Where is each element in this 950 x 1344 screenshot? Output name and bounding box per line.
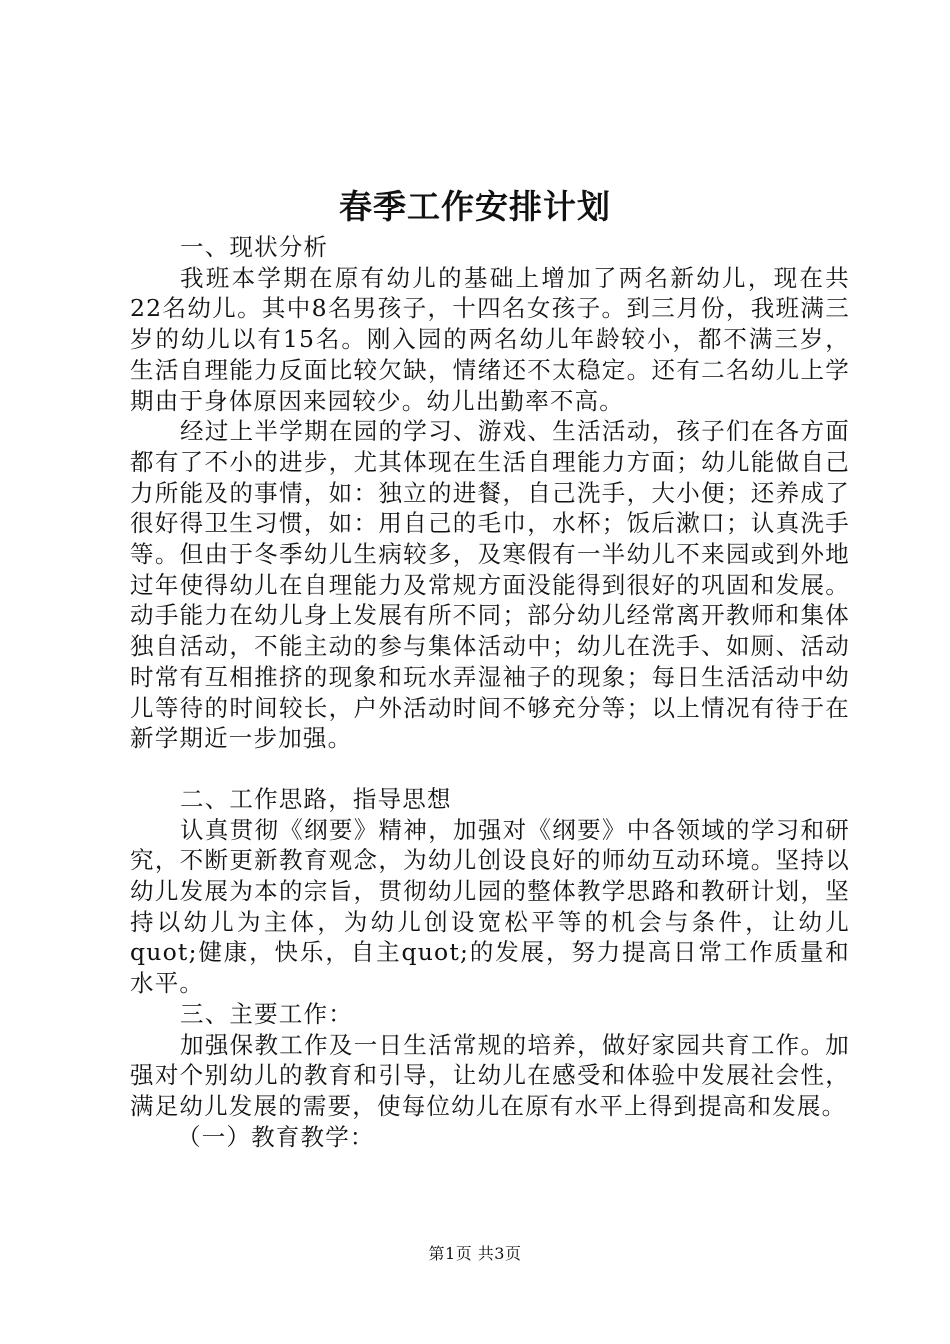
section-heading-main-work: 三、主要工作：: [180, 999, 353, 1028]
section-heading-status-analysis: 一、现状分析: [180, 233, 329, 261]
document-body: [130, 232, 850, 1152]
document-title: 春季工作安排计划: [339, 187, 611, 226]
paragraph: 认真贯彻《纲要》精神，加强对《纲要》中各领域的学习和研究，不断更新教育观念，为幼儿创设良好的师幼互动环境。坚持以幼儿发展为本的宗旨，贯彻幼儿园的整体教学思路和教研计划，坚持以幼儿为主体，为幼儿创设宽松平等的机会与条件，让幼儿quot;健康，快乐，自主quot;的发展，努力提高日常工作质量和水平。: [130, 815, 850, 998]
sub-heading-education-teaching: （一）教育教学：: [177, 1122, 375, 1151]
paragraph: 经过上半学期在园的学习、游戏、生活活动，孩子们在各方面都有了不小的进步，尤其体现在生活自理能力方面；幼儿能做自己力所能及的事情，如：独立的进餐，自己洗手，大小便；还养成了很好得卫生习惯，如：用自己的毛巾，水杯；饭后漱口；认真洗手等。但由于冬季幼儿生病较多，及寒假有一半幼儿不来园或到外地过年使得幼儿在自理能力及常规方面没能得到很好的巩固和发展。动手能力在幼儿身上发展有所不同；部分幼儿经常离开教师和集体独自活动，不能主动的参与集体活动中；幼儿在洗手、如厕、活动时常有互相推挤的现象和玩水弄湿袖子的现象；每日生活活动中幼儿等待的时间较长，户外活动时间不够充分等；以上情况有待于在新学期近一步加强。: [130, 417, 850, 753]
section-heading-work-ideas: 二、工作思路，指导思想: [180, 784, 452, 813]
paragraph: 我班本学期在原有幼儿的基础上增加了两名新幼儿，现在共22名幼儿。其中8名男孩子，十四名女孩子。到三月份，我班满三岁的幼儿以有15名。刚入园的两名幼儿年龄较小，都不满三岁，生活自理能力反面比较欠缺，情绪还不太稳定。还有二名幼儿上学期由于身体原因来园较少。幼儿出勤率不高。: [130, 263, 850, 415]
page-footer: 第1页 共3页: [428, 1244, 522, 1263]
paragraph: 加强保教工作及一日生活常规的培养，做好家园共育工作。加强对个别幼儿的教育和引导，让幼儿在感受和体验中发展社会性，满足幼儿发展的需要，使每位幼儿在原有水平上得到提高和发展。: [130, 1030, 850, 1120]
paragraph-spacer: [130, 754, 850, 784]
